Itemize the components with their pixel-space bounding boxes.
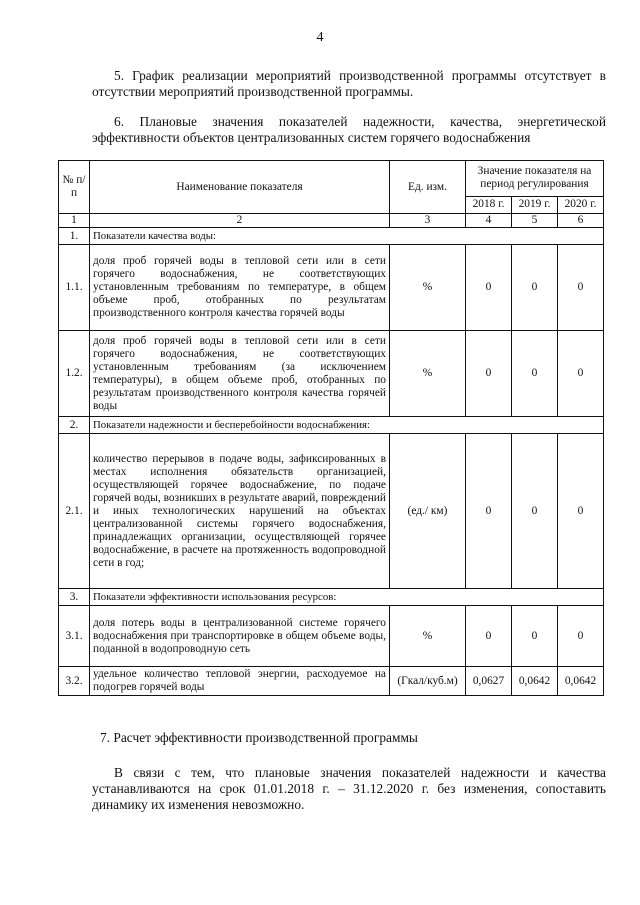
header-year-2019: 2019 г. [512,196,558,213]
section-row [59,417,604,434]
row-num: 3.1. [59,606,90,667]
section-row [59,228,604,245]
row-unit: % [390,331,466,417]
header-num: № п/п [59,161,90,214]
row-value-2019: 0 [512,331,558,417]
table-row [59,667,604,696]
table-row [59,331,604,417]
row-name: доля потерь воды в централизованной системе горячего водоснабжения при транспортировке в общем объеме воды, поданной в водопроводную сеть [90,606,390,667]
row-unit: (Гкал/куб.м) [390,667,466,696]
row-value-2018: 0 [466,434,512,589]
row-unit: % [390,606,466,667]
section-7-paragraph: В связи с тем, что плановые значения показателей надежности и качества устанавливаются на срок 01.01.2018 г. – 31.12.2020 г. без изменения, сопоставить динамику их изменения невозможно. [92,765,606,812]
column-number: 5 [512,214,558,228]
row-value-2020: 0,0642 [558,667,604,696]
section-title: Показатели эффективности использования ресурсов: [90,589,604,606]
row-value-2018: 0,0627 [466,667,512,696]
column-numbers-row [59,214,604,228]
row-num: 1.2. [59,331,90,417]
row-value-2020: 0 [558,434,604,589]
header-value-group: Значение показателя на период регулирования [466,161,604,197]
column-number: 4 [466,214,512,228]
header-year-2018: 2018 г. [466,196,512,213]
column-number: 1 [59,214,90,228]
row-value-2018: 0 [466,245,512,331]
column-number: 3 [390,214,466,228]
page-number: 4 [316,30,324,45]
row-name: доля проб горячей воды в тепловой сети или в сети горячего водоснабжения, не соответствующих установленным требованиям по температуре, в общем объеме проб, отобранных по результатам производственного контроля качества горячей воды [90,245,390,331]
row-name: доля проб горячей воды в тепловой сети или в сети горячего водоснабжения, не соответствующих установленным требованиям (за исключением температуры), в общем объеме проб, отобранных по результатам производственного контроля качества горячей воды [90,331,390,417]
column-number: 6 [558,214,604,228]
header-name: Наименование показателя [90,161,390,214]
row-value-2020: 0 [558,606,604,667]
row-value-2018: 0 [466,606,512,667]
section-7-heading: 7. Расчет эффективности производственной программы [100,730,418,745]
indicators-table [58,160,604,696]
section-title: Показатели качества воды: [90,228,604,245]
row-unit: % [390,245,466,331]
row-name: количество перерывов в подаче воды, зафиксированных в местах исполнения обязательств организацией, осуществляющей горячее водоснабжение, по подаче горячей воды, возникших в результате аварий, повреждений и иных технологических нарушений на объектах централизованной системы горячего водоснабжения, принадлежащих организации, осуществляющей горячее водоснабжение, в расчете на протяженность водопроводной сети в год; [90,434,390,589]
row-value-2019: 0 [512,245,558,331]
row-num: 1.1. [59,245,90,331]
row-unit: (ед./ км) [390,434,466,589]
row-value-2019: 0,0642 [512,667,558,696]
column-number: 2 [90,214,390,228]
row-value-2019: 0 [512,434,558,589]
row-value-2020: 0 [558,331,604,417]
section-5-paragraph: 5. График реализации мероприятий производственной программы отсутствует в отсутствии мероприятий производственной программы. [92,68,606,99]
row-num: 3.2. [59,667,90,696]
section-num: 2. [59,417,90,434]
row-name: удельное количество тепловой энергии, расходуемое на подогрев горячей воды [90,667,390,696]
header-unit: Ед. изм. [390,161,466,214]
table-row [59,434,604,589]
table-row [59,606,604,667]
table-header-row [59,161,604,197]
header-year-2020: 2020 г. [558,196,604,213]
row-value-2020: 0 [558,245,604,331]
row-value-2019: 0 [512,606,558,667]
section-num: 3. [59,589,90,606]
table-row [59,245,604,331]
section-6-heading: 6. Плановые значения показателей надежности, качества, энергетической эффективности объектов централизованных систем горячего водоснабжения [92,114,606,145]
row-value-2018: 0 [466,331,512,417]
section-title: Показатели надежности и бесперебойности водоснабжения: [90,417,604,434]
section-row [59,589,604,606]
row-num: 2.1. [59,434,90,589]
section-num: 1. [59,228,90,245]
